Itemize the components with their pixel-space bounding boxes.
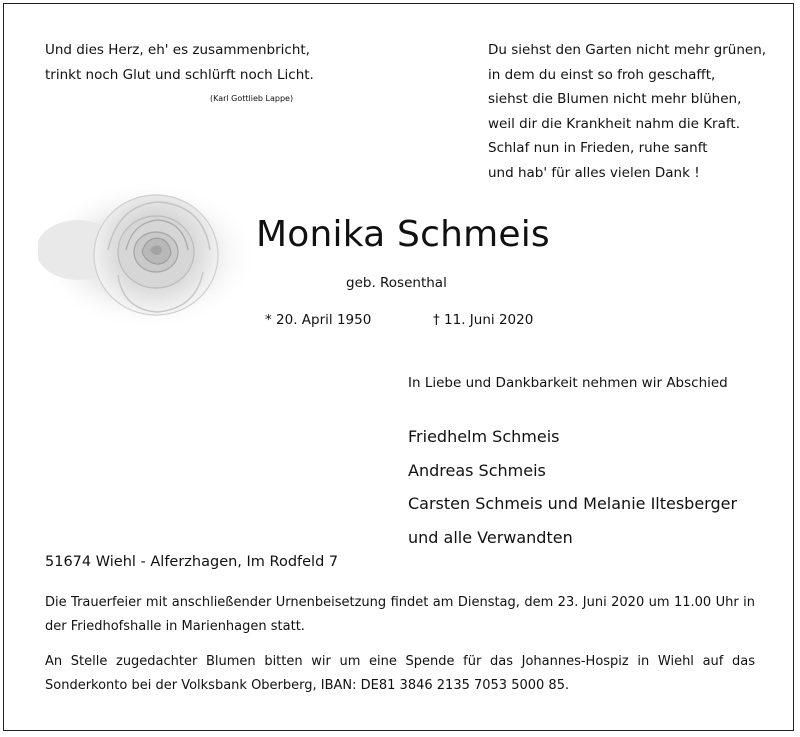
poem-right-line: in dem du einst so froh geschafft, — [488, 66, 716, 83]
family-address: 51674 Wiehl - Alferzhagen, Im Rodfeld 7 — [45, 554, 339, 570]
deceased-name: Monika Schmeis — [256, 214, 550, 255]
poem-right-line: siehst die Blumen nicht mehr blühen, — [488, 91, 742, 107]
mourner: und alle Verwandten — [408, 527, 573, 547]
birth-date: * 20. April 1950 — [265, 312, 372, 328]
poem-left — [45, 38, 314, 87]
poem-author: (Karl Gottlieb Lappe) — [210, 94, 294, 103]
rose-image — [38, 180, 258, 330]
death-date: † 11. Juni 2020 — [433, 312, 534, 328]
poem-right-line: weil dir die Krankheit nahm die Kraft. — [488, 115, 740, 132]
poem-right-line: und hab' für alles vielen Dank ! — [488, 164, 700, 181]
poem-right-line: Schlaf nun in Frieden, ruhe sanft — [488, 140, 708, 156]
poem-right-line: Du siehst den Garten nicht mehr grünen, — [488, 42, 767, 58]
funeral-info: Die Trauerfeier mit anschließender Urnenbeisetzung findet am Dienstag, dem 23. Juni 2020 um 11.00 Uhr in der Friedhofshalle in Marienhagen statt. — [45, 595, 755, 634]
donation-info: An Stelle zugedachter Blumen bitten wir um eine Spende für das Johannes-Hospiz in Wiehl auf das Sonderkonto bei der Volksbank Oberberg, IBAN: DE81 3846 2135 7053 5000 85. — [45, 654, 755, 693]
poem-left-line: trinkt noch Glut und schlürft noch Licht. — [45, 66, 314, 83]
born-name: geb. Rosenthal — [346, 275, 447, 291]
poem-left-line: Und dies Herz, eh' es zusammenbricht, — [45, 42, 310, 58]
mourners-list — [408, 420, 737, 554]
poem-right — [488, 38, 766, 185]
mourner: Andreas Schmeis — [408, 460, 546, 480]
farewell-line: In Liebe und Dankbarkeit nehmen wir Abschied — [408, 375, 728, 391]
mourner: Carsten Schmeis und Melanie Iltesberger — [408, 494, 738, 513]
mourner: Friedhelm Schmeis — [408, 427, 560, 446]
